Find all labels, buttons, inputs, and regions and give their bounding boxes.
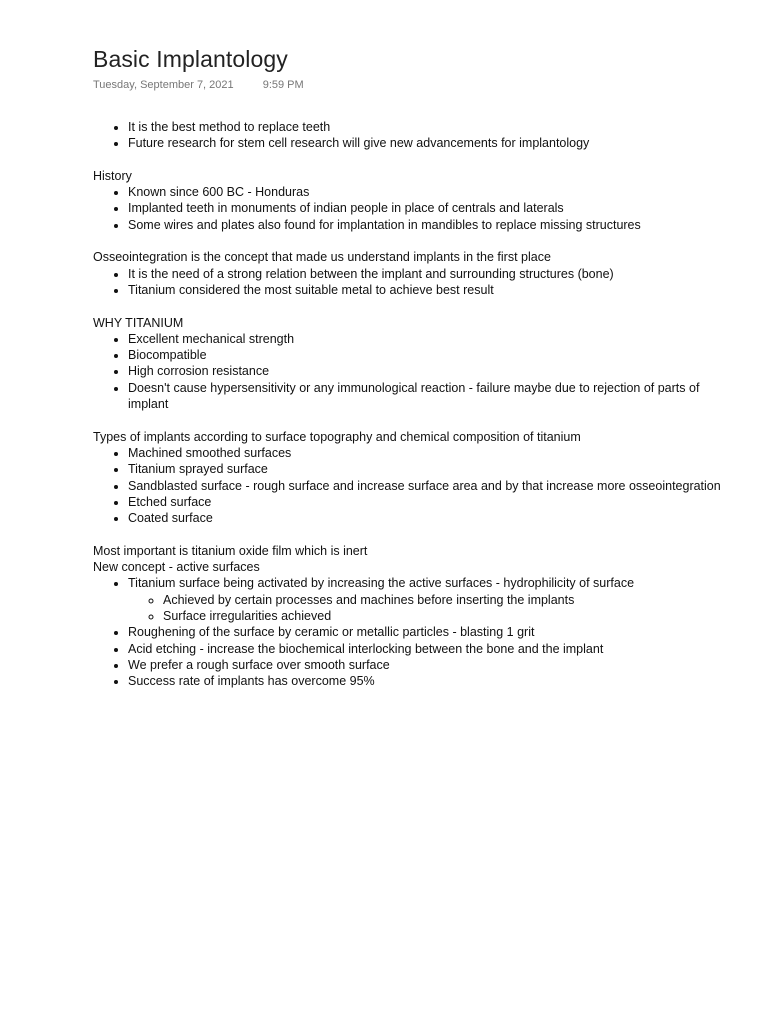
list-item: • We prefer a rough surface over smooth surface xyxy=(128,657,733,673)
list-item: • It is the need of a strong relation between the implant and surrounding structures (bone) xyxy=(128,266,733,282)
list-item: • Known since 600 BC - Honduras xyxy=(128,184,733,200)
history-list xyxy=(93,184,733,233)
why-titanium-heading: WHY TITANIUM xyxy=(93,315,184,330)
history-heading: History xyxy=(93,168,132,183)
active-surfaces-list xyxy=(93,575,733,689)
list-item: • High corrosion resistance xyxy=(128,363,733,379)
list-item: • Implanted teeth in monuments of indian people in place of centrals and laterals xyxy=(128,200,733,216)
note-date: Tuesday, September 7, 2021 xyxy=(93,79,234,91)
implant-types-heading: Types of implants according to surface topography and chemical composition of titanium xyxy=(93,429,581,444)
oxide-film-line: Most important is titanium oxide film which is inert xyxy=(93,543,368,558)
sub-list-item: ◦ Surface irregularities achieved xyxy=(163,608,733,624)
list-item: • Roughening of the surface by ceramic or metallic particles - blasting 1 grit xyxy=(128,624,733,640)
list-item: • Acid etching - increase the biochemical interlocking between the bone and the implant xyxy=(128,641,733,657)
implant-types-list xyxy=(93,445,733,526)
intro-list xyxy=(93,119,733,152)
note-content xyxy=(93,119,733,689)
list-item: • Coated surface xyxy=(128,510,733,526)
list-item: • Machined smoothed surfaces xyxy=(128,445,733,461)
sub-list-item: ◦ Achieved by certain processes and machines before inserting the implants xyxy=(163,592,733,608)
sub-list xyxy=(128,592,733,625)
active-surfaces-line: New concept - active surfaces xyxy=(93,560,260,575)
list-item: • Excellent mechanical strength xyxy=(128,331,733,347)
page-title: Basic Implantology xyxy=(93,46,288,72)
list-item: • Sandblasted surface - rough surface and increase surface area and by that increase more osseointegration xyxy=(128,478,733,494)
list-item: • Some wires and plates also found for implantation in mandibles to replace missing structures xyxy=(128,217,733,233)
note-time: 9:59 PM xyxy=(262,79,304,91)
why-titanium-list xyxy=(93,331,733,412)
note-meta xyxy=(93,77,733,93)
list-item xyxy=(128,575,733,624)
list-item: • Biocompatible xyxy=(128,347,733,363)
list-item: • Doesn't cause hypersensitivity or any immunological reaction - failure maybe due to rejection of parts of implant xyxy=(128,380,733,413)
list-item: • Future research for stem cell research will give new advancements for implantology xyxy=(128,135,733,151)
list-item: • Titanium considered the most suitable metal to achieve best result xyxy=(128,282,733,298)
list-item: • Success rate of implants has overcome 95% xyxy=(128,673,733,689)
list-item-text: Titanium surface being activated by increasing the active surfaces - hydrophilicity of surface xyxy=(128,576,635,591)
osseointegration-list xyxy=(93,266,733,299)
list-item: • Titanium sprayed surface xyxy=(128,461,733,477)
note-page xyxy=(93,44,733,689)
list-item: • It is the best method to replace teeth xyxy=(128,119,733,135)
osseointegration-heading: Osseointegration is the concept that made us understand implants in the first place xyxy=(93,250,551,265)
list-item: • Etched surface xyxy=(128,494,733,510)
